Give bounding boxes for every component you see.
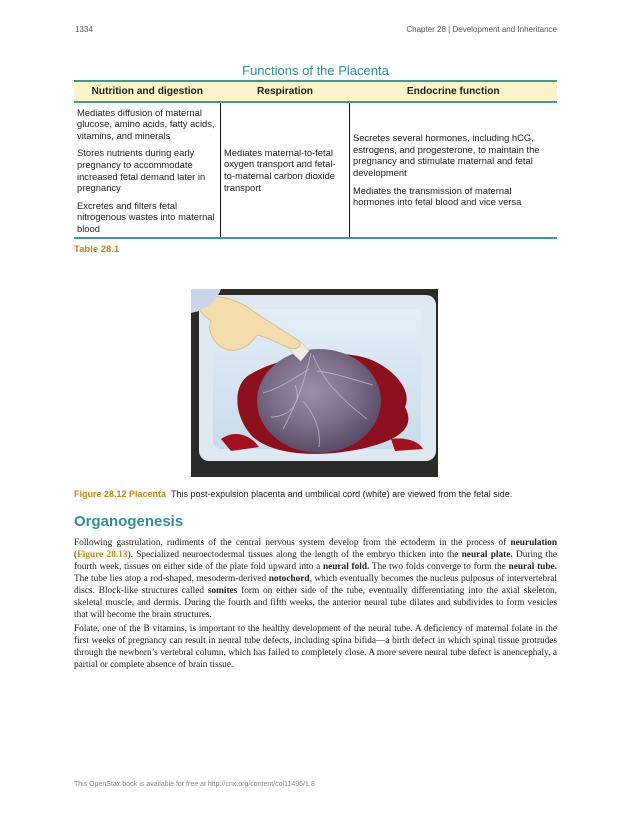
text-run: (: [74, 550, 78, 560]
term-notochord: notochord: [268, 574, 310, 584]
text-run: During the fourth week, tissues on either side of the plate fold upward into a: [74, 550, 557, 572]
column-header-endocrine: Endocrine function: [350, 81, 558, 102]
column-header-nutrition: Nutrition and digestion: [74, 81, 221, 102]
footer-note: This OpenStax book is available for free at http://cnx.org/content/col11496/1.8: [74, 781, 315, 788]
paragraph-folate: Folate, one of the B vitamins, is important to the healthy development of the neural tube. A deficiency of maternal folate in the first weeks of pregnancy can result in neural tube defects, including spina bifida—a birth defect in which spinal tissue protrudes through the newborn’s vertebral column, which has failed to completely close. A more severe neural tube defect is anencephaly, a partial or complete absence of brain tissue.: [74, 624, 557, 670]
nutrition-item: Mediates diffusion of maternal glucose, amino acids, fatty acids, vitamins, and minerals: [77, 106, 215, 141]
term-neural-fold: neural fold.: [322, 562, 370, 572]
term-neurulation: neurulation: [510, 538, 557, 548]
figure-caption-text: This post-expulsion placenta and umbilical cord (white) are viewed from the fetal side.: [171, 489, 513, 499]
figure-caption: [74, 489, 512, 499]
figure-link[interactable]: Figure 28.13: [77, 550, 128, 560]
text-run: Following gastrulation, rudiments of the central nervous system develop from the ectoderm in the process of: [74, 538, 511, 548]
nutrition-item: Stores nutrients during early pregnancy to accommodate increased fetal demand later in pregnancy: [77, 147, 206, 194]
text-run: The two folds converge to form the: [369, 562, 509, 572]
text-run: ). Specialized neuroectodermal tissues along the length of the embryo thicken into the: [127, 550, 462, 560]
nutrition-cell: [74, 102, 221, 238]
table-title: Functions of the Placenta: [242, 63, 389, 78]
table-label: Table 28.1: [74, 244, 120, 255]
chapter-header: Chapter 28 | Development and Inheritance: [406, 25, 557, 34]
placenta-photo: [191, 289, 438, 477]
paragraph-neurulation: [74, 537, 557, 621]
nutrition-item: Excretes and filters fetal nitrogenous wastes into maternal blood: [77, 199, 215, 234]
table-row: [74, 102, 557, 238]
column-header-respiration: Respiration: [221, 81, 350, 102]
table-header-row: [74, 81, 557, 102]
placenta-functions-table: [74, 80, 557, 239]
text-run: form on either side of the tube, eventually differentiating into the axial skeleton, skeletal muscle, and dermis. During the fourth and fifth weeks, the anterior neural tube dilates and subdivides to form vesicles that will become the brain structures.: [74, 586, 557, 620]
figure-label: Figure 28.12 Placenta: [74, 489, 167, 499]
section-heading: Organogenesis: [74, 513, 184, 530]
term-neural-plate: neural plate.: [461, 550, 513, 560]
respiration-cell: [221, 102, 350, 238]
respiration-item: Mediates maternal-to-fetal oxygen transport and fetal-to-maternal carbon dioxide transport: [224, 146, 336, 193]
endocrine-item: Mediates the transmission of maternal hormones into fetal blood and vice versa: [353, 184, 522, 208]
endocrine-cell: [350, 102, 558, 238]
term-somites: somites: [207, 586, 238, 596]
endocrine-item: Secretes several hormones, including hCG, estrogens, and progesterone, to maintain the pregnancy and stimulate maternal and fetal development: [353, 132, 540, 179]
term-neural-tube: neural tube.: [508, 562, 557, 572]
text-run: The tube lies atop a rod-shaped, mesoderm-derived: [74, 574, 269, 584]
text-run: , which eventually becomes the nucleus pulposus of intervertebral discs. Block-like structures called: [74, 574, 557, 596]
page-number: 1334: [75, 25, 93, 34]
